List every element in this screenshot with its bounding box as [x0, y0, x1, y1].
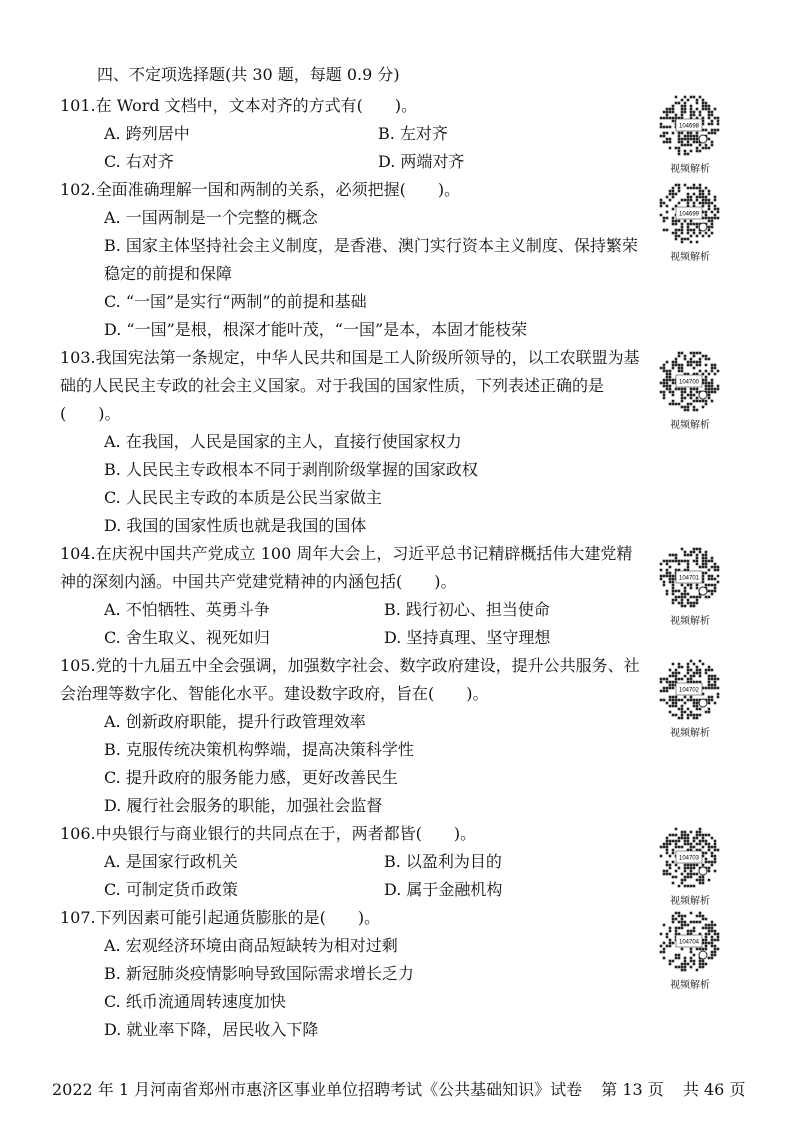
option-c: C. 右对齐 — [104, 152, 174, 171]
option-a: A. 一国两制是一个完整的概念 — [104, 208, 318, 227]
option-a: A. 在我国，人民是国家的主人，直接行使国家权力 — [104, 432, 462, 451]
option-d: D. 两端对齐 — [378, 152, 465, 171]
option-b: B. 左对齐 — [378, 124, 448, 143]
option-a: A. 跨列居中 — [104, 124, 190, 143]
option-a: A. 创新政府职能，提升行政管理效率 — [104, 712, 366, 731]
option-b: B. 克服传统决策机构弊端，提高决策科学性 — [104, 740, 414, 759]
qr-caption: 视频解析 — [670, 420, 710, 431]
option-c: C. “一国”是实行“两制”的前提和基础 — [104, 292, 367, 311]
option-c: C. 人民民主专政的本质是公民当家做主 — [104, 488, 382, 507]
qr-code-icon[interactable] — [656, 656, 722, 722]
qr-id-label: 104703 — [678, 855, 700, 862]
question-stem: 104.在庆祝中国共产党成立 100 周年大会上，习近平总书记精辟概括伟大建党精神的深刻内涵。中国共产党建党精神的内涵包括( )。 — [60, 544, 633, 591]
page-footer — [52, 1077, 759, 1100]
option-c: C. 舍生取义、视死如归 — [104, 628, 270, 647]
question-stem: 107.下列因素可能引起通货膨胀的是( )。 — [60, 908, 381, 927]
qr-code-icon[interactable] — [656, 544, 722, 610]
option-b: B. 人民民主专政根本不同于剥削阶级掌握的国家政权 — [104, 460, 478, 479]
option-b: B. 国家主体坚持社会主义制度，是香港、澳门实行资本主义制度、保持繁荣稳定的前提和保障 — [104, 236, 638, 283]
option-a: A. 是国家行政机关 — [104, 852, 238, 871]
option-a: A. 宏观经济环境由商品短缺转为相对过剩 — [104, 936, 398, 955]
qr-caption: 视频解析 — [670, 980, 710, 991]
exam-title: 2022 年 1 月河南省郑州市惠济区事业单位招聘考试《公共基础知识》试卷 — [52, 1080, 583, 1099]
qr-id-label: 104702 — [678, 687, 700, 694]
qr-caption: 视频解析 — [670, 728, 710, 739]
qr-code-icon[interactable] — [656, 92, 722, 158]
option-d: D. 就业率下降，居民收入下降 — [104, 1020, 319, 1039]
option-b: B. 践行初心、担当使命 — [384, 600, 550, 619]
question-stem: 106.中央银行与商业银行的共同点在于，两者都皆( )。 — [60, 824, 477, 843]
qr-caption: 视频解析 — [670, 252, 710, 263]
qr-caption: 视频解析 — [670, 616, 710, 627]
qr-id-label: 104701 — [678, 575, 700, 582]
qr-caption: 视频解析 — [670, 896, 710, 907]
section-title: 四、不定项选择题(共 30 题，每题 0.9 分) — [97, 65, 400, 84]
qr-code-icon[interactable] — [656, 348, 722, 414]
page-total: 共 46 页 — [682, 1080, 746, 1099]
qr-caption: 视频解析 — [670, 164, 710, 175]
option-a: A. 不怕牺牲、英勇斗争 — [104, 600, 270, 619]
option-c: C. 纸币流通周转速度加快 — [104, 992, 286, 1011]
qr-id-label: 104700 — [678, 379, 700, 386]
option-d: D. 履行社会服务的职能，加强社会监督 — [104, 796, 383, 815]
option-d: D. 坚持真理、坚守理想 — [384, 628, 551, 647]
option-d: D. 属于金融机构 — [384, 880, 503, 899]
option-b: B. 新冠肺炎疫情影响导致国际需求增长乏力 — [104, 964, 414, 983]
question-stem: 101.在 Word 文档中，文本对齐的方式有( )。 — [60, 96, 418, 115]
page-number: 第 13 页 — [601, 1080, 664, 1099]
option-d: D. “一国”是根，根深才能叶茂，“一国”是本，本固才能枝荣 — [104, 320, 528, 339]
qr-id-label: 104698 — [678, 123, 700, 130]
question-stem: 105.党的十九届五中全会强调，加强数字社会、数字政府建设，提升公共服务、社会治理等数字化、智能化水平。建设数字政府，旨在( )。 — [60, 656, 640, 703]
qr-code-icon[interactable] — [656, 824, 722, 890]
option-d: D. 我国的国家性质也就是我国的国体 — [104, 516, 367, 535]
option-c: C. 可制定货币政策 — [104, 880, 238, 899]
option-b: B. 以盈利为目的 — [384, 852, 502, 871]
qr-id-label: 104699 — [678, 211, 700, 218]
qr-id-label: 104704 — [678, 939, 700, 946]
option-c: C. 提升政府的服务能力感，更好改善民生 — [104, 768, 398, 787]
question-stem: 102.全面准确理解一国和两制的关系，必须把握( )。 — [60, 180, 461, 199]
question-stem: 103.我国宪法第一条规定，中华人民共和国是工人阶级所领导的，以工农联盟为基础的人民民主专政的社会主义国家。对于我国的国家性质，下列表述正确的是( )。 — [60, 348, 640, 423]
qr-code-icon[interactable] — [656, 180, 722, 246]
qr-code-icon[interactable] — [656, 908, 722, 974]
